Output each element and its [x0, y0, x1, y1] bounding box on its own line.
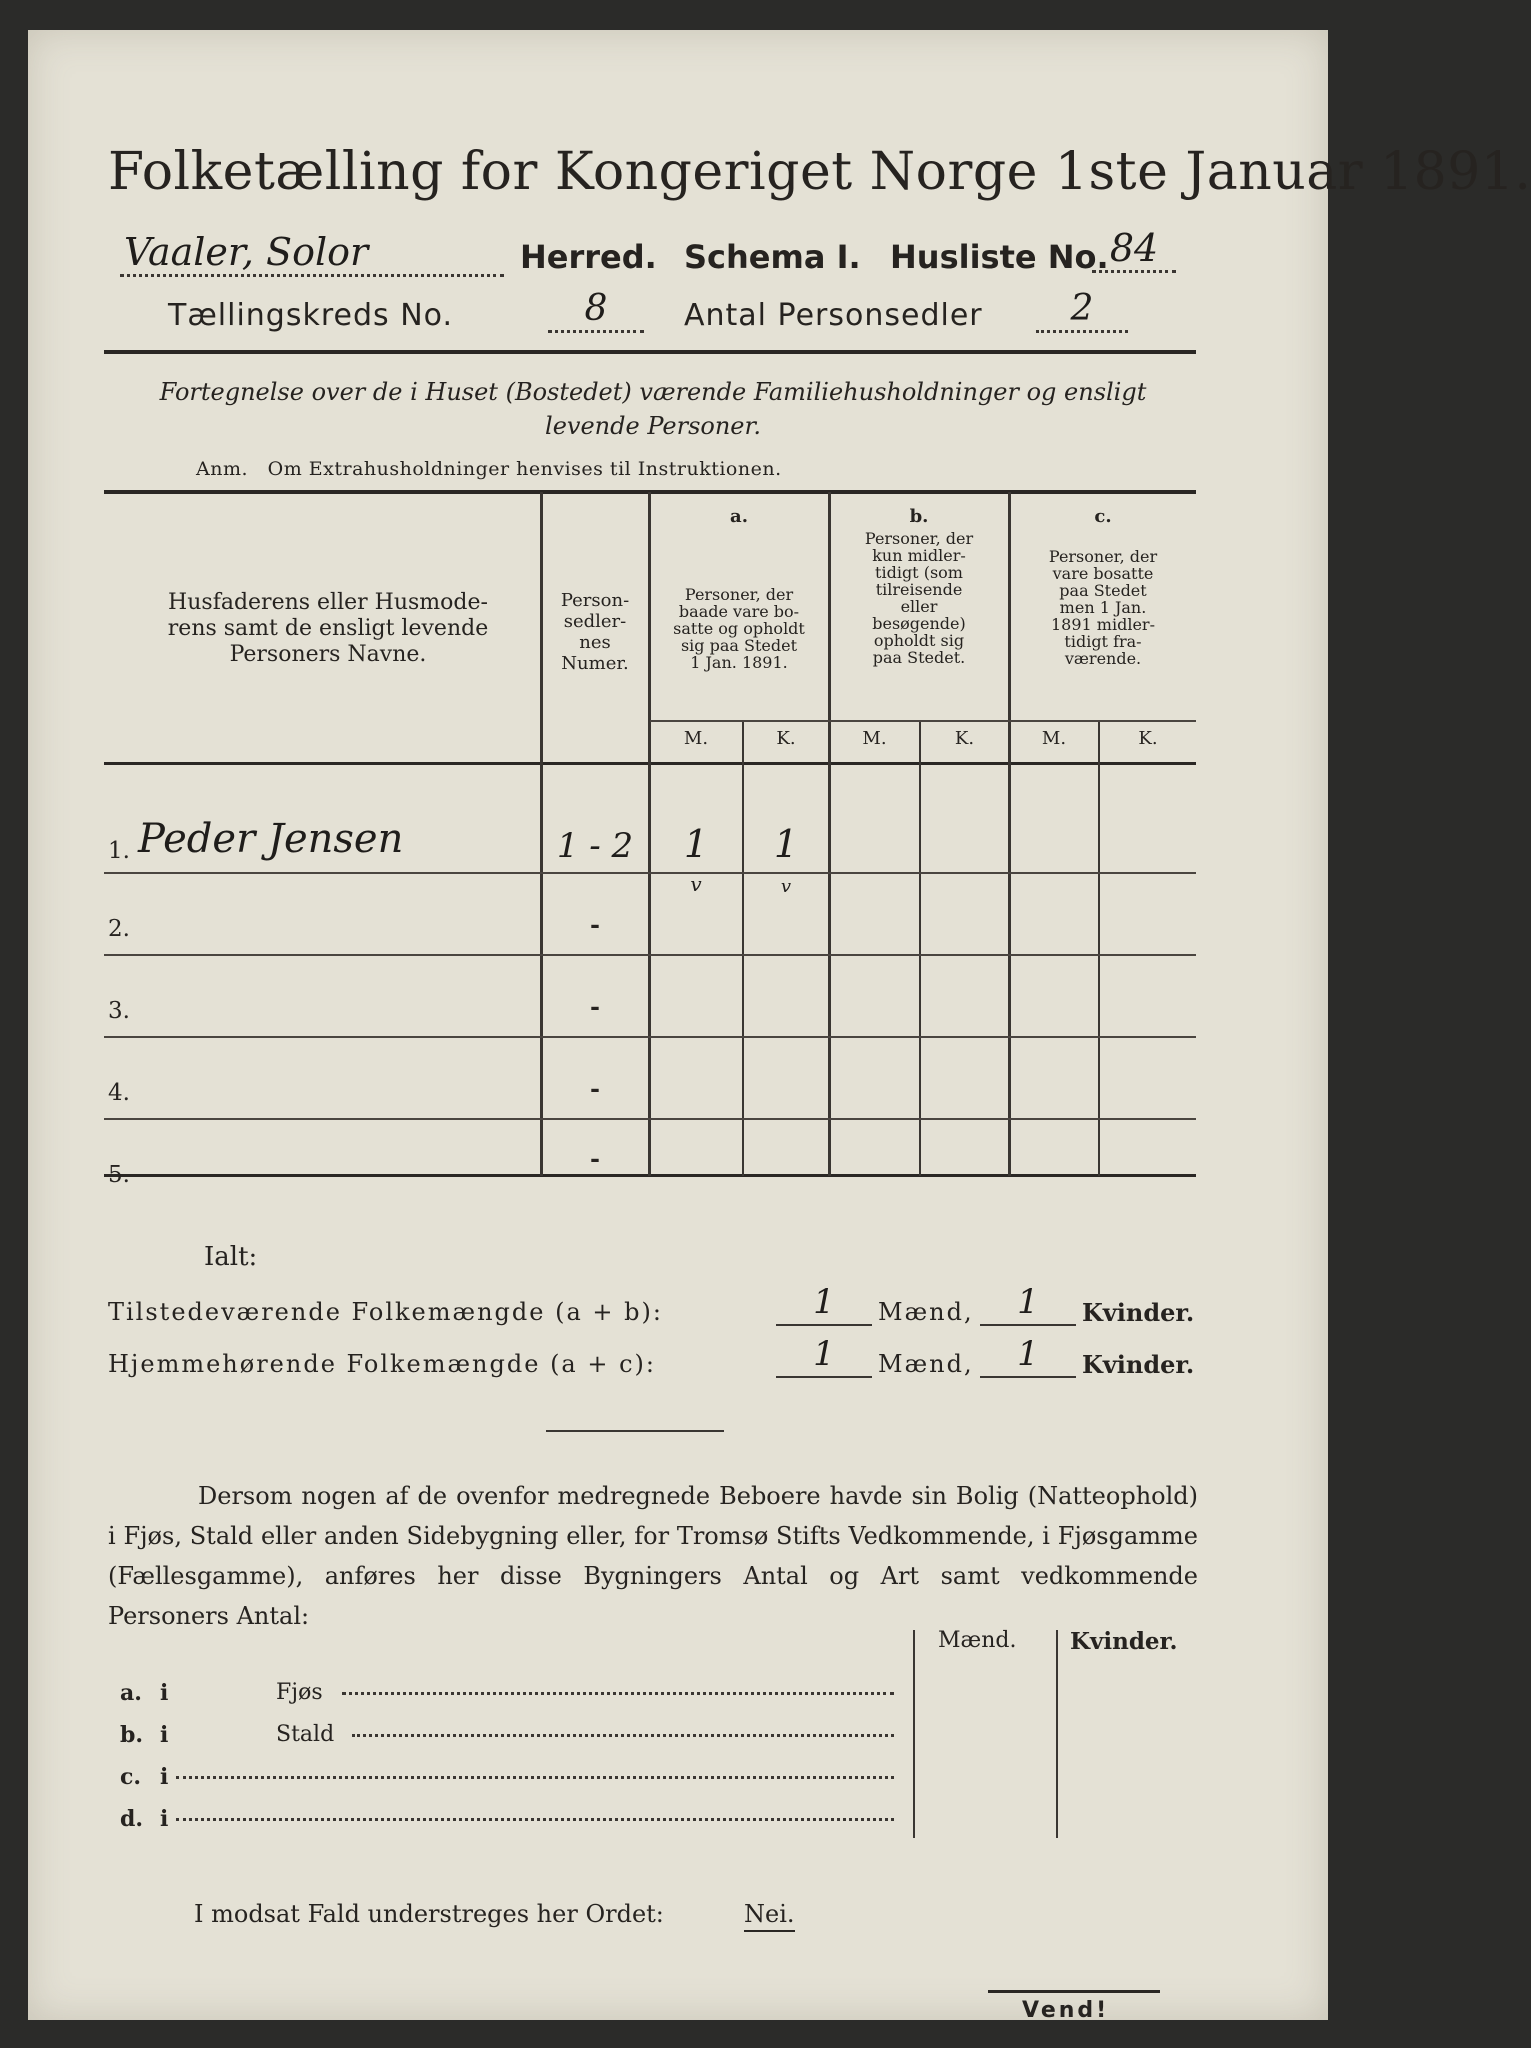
nei-word: Nei.: [744, 1900, 795, 1932]
row-line-3: [104, 1036, 1196, 1038]
b-text-line-1: Personer, der: [864, 529, 974, 548]
b-text-line-8: paa Stedet.: [872, 648, 966, 667]
item-b-dots: [352, 1734, 894, 1737]
row-2-num: 2.: [108, 916, 130, 942]
intro-line1: Fortegnelse over de i Huset (Bostedet) værende Familiehusholdninger og ensligt: [159, 378, 1147, 406]
row-4-num: 4.: [108, 1080, 130, 1106]
b-text-line-4: tilreisende: [875, 580, 963, 599]
item-b-i: i: [160, 1722, 169, 1748]
vend-rule: [988, 1990, 1160, 1993]
col-divider-c: [1098, 720, 1100, 1176]
col-a-header: [650, 586, 828, 671]
a-text-line-4: sig paa Stedet: [680, 636, 798, 655]
bolig-item-a: [120, 1680, 900, 1716]
item-c-dots: [176, 1776, 894, 1779]
col-num-l3: nes: [579, 632, 611, 653]
form-title: Folketælling for Kongeriget Norge 1ste Januar 1891.: [108, 142, 1531, 202]
bolig-divider-2: [1056, 1630, 1058, 1838]
col-names-l3: Personers Navne.: [229, 642, 427, 667]
item-d-letter: d.: [120, 1806, 144, 1832]
col-divider-b: [919, 720, 921, 1176]
item-b-label: Stald: [276, 1722, 335, 1747]
intro-line2: levende Personer.: [545, 412, 761, 440]
a-text-line-5: 1 Jan. 1891.: [690, 653, 788, 672]
item-a-label: Fjøs: [276, 1680, 323, 1705]
row-2-sedler: -: [590, 910, 600, 939]
modsat-text: I modsat Fald understreges her Ordet:: [194, 1900, 664, 1928]
anm-note: Anm. Om Extrahusholdninger henvises til Instruktionen.: [196, 458, 782, 480]
bolig-item-b: [120, 1722, 900, 1758]
c-text-line-3: paa Stedet: [1059, 581, 1147, 600]
row-5-num: 5.: [108, 1162, 130, 1188]
b-text-line-3: tidigt (som: [875, 563, 963, 582]
row-1-a-m: 1: [683, 822, 709, 866]
item-a-i: i: [160, 1680, 169, 1706]
antal-label: Antal Personsedler: [684, 298, 983, 333]
a-text-line-1: Personer, der: [684, 585, 794, 604]
hjemme-k: 1: [980, 1332, 1076, 1378]
col-a-letter: a.: [730, 506, 748, 527]
item-b-letter: b.: [120, 1722, 144, 1748]
kreds-label: Tællingskreds No.: [168, 298, 453, 333]
b-text-line-6: besøgende): [872, 614, 966, 633]
census-form-page: [28, 30, 1531, 2023]
hjemme-label: Hjemmehørende Folkemængde (a + c):: [108, 1350, 656, 1378]
hjemme-maend: Mænd,: [878, 1350, 974, 1378]
row-3-sedler: -: [590, 992, 600, 1021]
a-m-label: M.: [683, 728, 709, 749]
a-text-line-2: baade vare bo-: [678, 602, 800, 621]
c-text-line-4: men 1 Jan.: [1059, 598, 1147, 617]
col-c-header: [1010, 548, 1196, 667]
a-text-line-3: satte og opholdt: [673, 619, 805, 638]
bolig-item-d: [120, 1806, 900, 1842]
row-3-num: 3.: [108, 998, 130, 1024]
col-b-letter: b.: [909, 506, 929, 527]
row-1-check-k: v: [780, 876, 792, 897]
col-num-l2: sedler-: [563, 611, 627, 632]
col-c-letter: c.: [1094, 506, 1112, 527]
row-line-4: [104, 1118, 1196, 1120]
tilstede-kvinder: Kvinder.: [1082, 1298, 1195, 1327]
ialt-label: Ialt:: [204, 1242, 258, 1272]
kreds-value: 8: [548, 288, 644, 333]
col-num-header: [542, 590, 648, 674]
c-text-line-1: Personer, der: [1048, 547, 1158, 566]
item-c-i: i: [160, 1764, 169, 1790]
col-names-l2: rens samt de ensligt levende: [167, 616, 489, 641]
c-m-label: M.: [1041, 728, 1067, 749]
header-divider: [104, 350, 1196, 354]
row-1-name: Peder Jensen: [138, 816, 404, 862]
item-d-i: i: [160, 1806, 169, 1832]
mk-header-rule: [650, 720, 1196, 722]
a-k-label: K.: [776, 728, 796, 749]
tilstede-label: Tilstedeværende Folkemængde (a + b):: [108, 1298, 663, 1326]
row-1-a-k: 1: [773, 822, 799, 866]
vend-label: Vend!: [1022, 1998, 1110, 2023]
c-k-label: K.: [1138, 728, 1158, 749]
bolig-col-maend: Mænd.: [938, 1628, 1017, 1653]
antal-value: 2: [1036, 288, 1128, 333]
col-names-header: [118, 590, 538, 668]
c-text-line-6: tidigt fra-: [1064, 632, 1142, 651]
b-k-label: K.: [954, 728, 975, 749]
col-num-l4: Numer.: [561, 653, 629, 674]
row-5-sedler: -: [590, 1144, 600, 1173]
hjemme-kvinder: Kvinder.: [1082, 1350, 1195, 1379]
c-text-line-2: vare bosatte: [1052, 564, 1154, 583]
row-1-check-m: v: [690, 872, 702, 896]
bolig-col-kvinder: Kvinder.: [1070, 1628, 1178, 1655]
col-b-header: [830, 530, 1008, 666]
item-a-letter: a.: [120, 1680, 142, 1706]
col-names-l1: Husfaderens eller Husmode-: [168, 590, 488, 615]
b-m-label: M.: [862, 728, 887, 749]
row-line-2: [104, 954, 1196, 956]
hjemme-m: 1: [776, 1332, 872, 1378]
c-text-line-7: værende.: [1064, 649, 1142, 668]
b-text-line-7: opholdt sig: [873, 631, 965, 650]
husliste-value: 84: [1092, 226, 1176, 273]
b-text-line-5: eller: [900, 597, 938, 616]
c-text-line-5: 1891 midler-: [1051, 615, 1155, 634]
herred-value: Vaaler, Solor: [120, 230, 504, 277]
row-4-sedler: -: [590, 1074, 600, 1103]
col-num-l1: Person-: [560, 590, 630, 611]
tilstede-m: 1: [776, 1280, 872, 1326]
col-divider-a: [742, 720, 744, 1176]
row-1-num: 1.: [108, 838, 130, 864]
bolig-divider-1: [913, 1630, 915, 1838]
row-1-sedler: 1 - 2: [556, 826, 634, 866]
section-divider: [546, 1430, 724, 1432]
item-c-letter: c.: [120, 1764, 142, 1790]
herred-label: Herred.: [520, 238, 657, 276]
tilstede-k: 1: [980, 1280, 1076, 1326]
b-text-line-2: kun midler-: [872, 546, 966, 565]
schema-label: Schema I.: [684, 238, 861, 276]
bolig-item-c: [120, 1764, 900, 1800]
item-d-dots: [176, 1818, 894, 1821]
item-a-dots: [342, 1692, 894, 1695]
husliste-label: Husliste No.: [890, 238, 1109, 276]
bolig-paragraph: Dersom nogen af de ovenfor medregnede Beboere havde sin Bolig (Natteophold) i Fjøs, Stald eller anden Sidebygning eller, for Tromsø Stifts Vedkommende, i Fjøsgamme (Fællesgamme), anføres her disse Bygningers Antal og Art samt vedkommende Personers Antal:: [108, 1482, 1198, 1630]
tilstede-maend: Mænd,: [878, 1298, 974, 1326]
